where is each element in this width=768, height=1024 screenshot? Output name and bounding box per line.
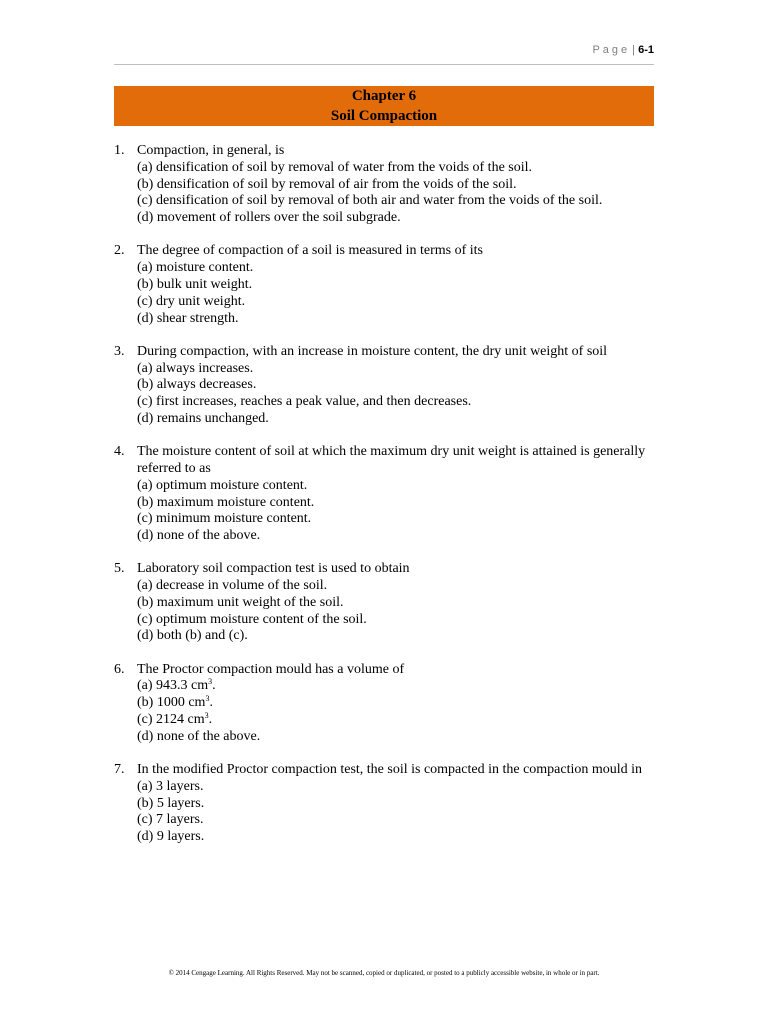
question-2 (114, 243, 674, 327)
question-number: 1. (114, 143, 125, 158)
option-d: (d) movement of rollers over the soil subgrade. (137, 210, 401, 226)
question-6 (114, 662, 674, 746)
option-d: (d) both (b) and (c). (137, 628, 248, 644)
question-stem: Laboratory soil compaction test is used to obtain (137, 561, 410, 577)
option-a: (a) moisture content. (137, 260, 254, 276)
chapter-title-band (114, 86, 654, 126)
question-stem: During compaction, with an increase in moisture content, the dry unit weight of soil (137, 343, 608, 359)
option-b (137, 695, 674, 712)
option-d: (d) remains unchanged. (137, 410, 269, 426)
option-c-exponent: 3 (204, 711, 209, 721)
option-a: (a) 3 layers. (137, 778, 204, 794)
chapter-number: Chapter 6 (351, 88, 417, 104)
question-stem: Compaction, in general, is (137, 143, 285, 158)
option-b: (b) 5 layers. (137, 795, 205, 811)
question-number: 6. (114, 661, 125, 677)
page-number: 6-1 (638, 44, 654, 56)
question-stem-line-2: referred to as (137, 460, 211, 476)
option-b-tail: . (209, 695, 213, 711)
option-c: (c) minimum moisture content. (137, 511, 312, 527)
question-number: 2. (114, 243, 125, 259)
option-c: (c) 7 layers. (137, 812, 204, 828)
question-7 (114, 762, 674, 846)
option-a-tail: . (212, 678, 216, 694)
page-number-header (560, 44, 654, 56)
option-d: (d) none of the above. (137, 728, 261, 744)
page-word: Page (592, 44, 631, 56)
option-a-exponent: 3 (208, 677, 213, 687)
question-number: 3. (114, 343, 125, 359)
option-b: (b) always decreases. (137, 377, 257, 393)
option-b-exponent: 3 (205, 694, 210, 704)
question-3 (114, 344, 674, 428)
question-5 (114, 561, 674, 645)
question-stem: In the modified Proctor compaction test, the soil is compacted in the compaction mould in (137, 762, 643, 778)
option-d: (d) shear strength. (137, 310, 239, 326)
option-a-text: (a) 943.3 cm (137, 678, 209, 694)
question-1 (114, 143, 674, 227)
chapter-title: Soil Compaction (330, 108, 438, 124)
question-stem-line-1: The moisture content of soil at which the maximum dry unit weight is attained is generally (137, 444, 646, 460)
question-stem: The degree of compaction of a soil is measured in terms of its (137, 243, 484, 259)
copyright-footer: © 2014 Cengage Learning. All Rights Reserved. May not be scanned, copied or duplicated, or posted to a publicly accessible website, in whole or in part. (168, 969, 600, 977)
option-c (137, 712, 674, 729)
option-c-text: (c) 2124 cm (137, 712, 205, 728)
question-stem: The Proctor compaction mould has a volume of (137, 661, 405, 677)
page-separator: | (632, 44, 636, 56)
option-a: (a) optimum moisture content. (137, 477, 308, 493)
option-c: (c) optimum moisture content of the soil. (137, 611, 367, 627)
option-a: (a) decrease in volume of the soil. (137, 578, 328, 594)
option-d: (d) none of the above. (137, 528, 261, 544)
option-b: (b) densification of soil by removal of air from the voids of the soil. (137, 176, 517, 192)
question-number: 4. (114, 444, 125, 460)
option-d: (d) 9 layers. (137, 829, 205, 845)
option-b-text: (b) 1000 cm (137, 695, 206, 711)
question-4 (114, 444, 674, 545)
question-list (114, 143, 674, 862)
option-a: (a) always increases. (137, 360, 254, 376)
option-c-tail: . (208, 712, 213, 728)
option-b: (b) maximum moisture content. (137, 494, 315, 510)
option-a: (a) densification of soil by removal of water from the voids of the soil. (137, 159, 533, 175)
question-number: 5. (114, 561, 125, 577)
option-a (137, 678, 674, 695)
option-b: (b) maximum unit weight of the soil. (137, 594, 344, 610)
option-b: (b) bulk unit weight. (137, 276, 253, 292)
option-c: (c) densification of soil by removal of both air and water from the voids of the soil. (137, 193, 603, 209)
option-c: (c) dry unit weight. (137, 293, 246, 309)
question-number: 7. (114, 762, 125, 778)
header-divider (114, 64, 654, 65)
option-c: (c) first increases, reaches a peak value, and then decreases. (137, 394, 472, 410)
